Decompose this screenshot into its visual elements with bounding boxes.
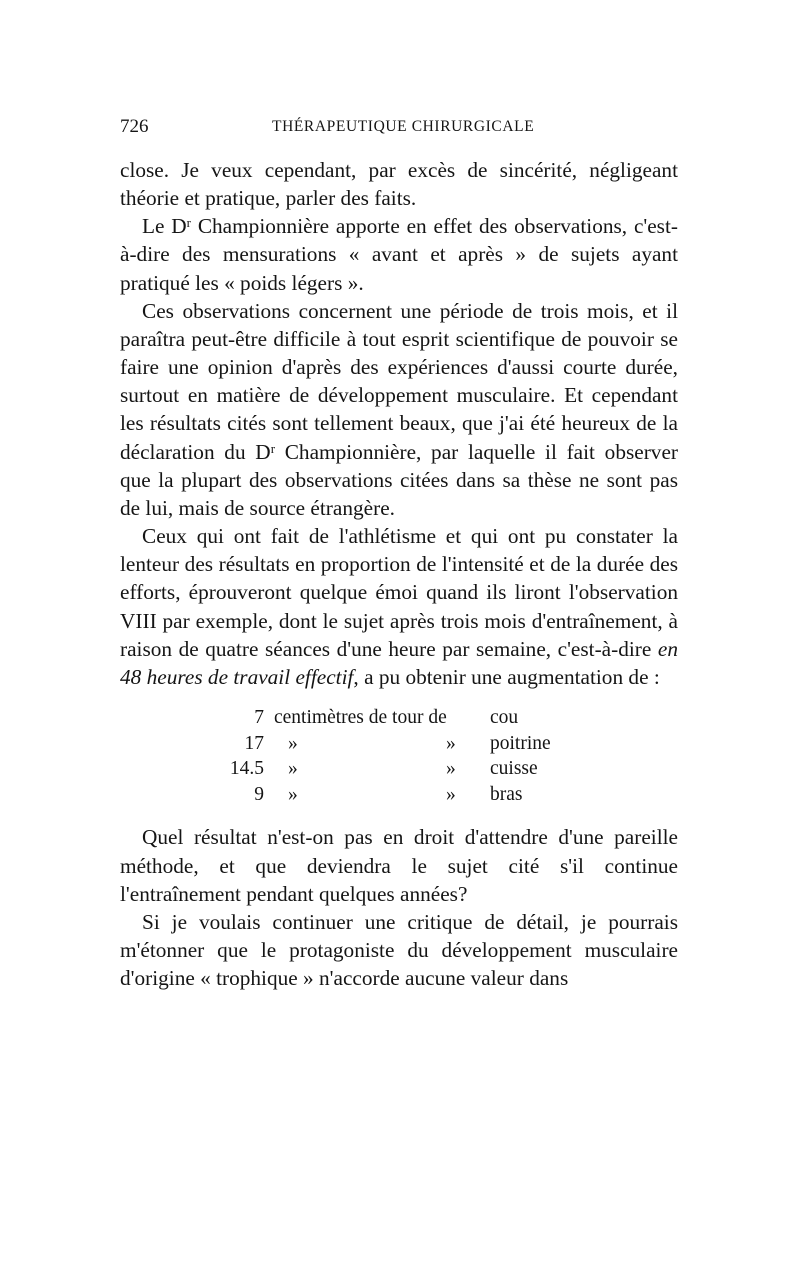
ditto-mark: » [288, 783, 298, 805]
ditto-mark: » [288, 758, 298, 780]
measurement-body-part: bras [490, 783, 523, 805]
measurement-body-part: poitrine [490, 732, 551, 754]
measurement-body-part: cuisse [490, 758, 538, 780]
measurement-unit: centimètres de tour de [274, 706, 447, 728]
measurement-row [120, 782, 678, 808]
book-page [120, 112, 678, 992]
ditto-mark: » [446, 732, 456, 754]
doctor-abbrev-superscript: r [270, 440, 276, 456]
paragraph-4-text-b: , a pu obtenir une augmentation de : [353, 664, 660, 689]
running-title: THÉRAPEUTIQUE CHIRURGICALE [272, 118, 535, 135]
measurement-value: 7 [254, 706, 264, 728]
paragraph-4 [120, 522, 678, 691]
paragraph-5 [120, 823, 678, 907]
paragraph-1 [120, 156, 678, 212]
paragraph-2-text-a: Le D [142, 214, 187, 239]
ditto-mark: » [446, 758, 456, 780]
paragraph-2 [120, 212, 678, 296]
measurement-value: 17 [244, 732, 264, 754]
measurement-value: 9 [254, 783, 264, 805]
ditto-mark: » [288, 732, 298, 754]
paragraph-5-text: Quel résultat n'est-on pas en droit d'attendre d'une pareille méthode, et que deviendra le sujet cité s'il continue l'entraînement pendant quelques années? [120, 825, 678, 906]
paragraph-4-italic: en 48 heures de travail effectif [120, 636, 678, 689]
paragraph-3-text-a: Ces observations concernent une période de trois mois, et il paraîtra peut-être difficile à tout esprit scientifique de pouvoir se faire une opinion d'après des expériences d'aussi courte durée, surtout en matière de développement musculaire. Et cependant les résultats cités sont tellement beaux, que j'ai été heureux de la déclaration du D [120, 298, 678, 464]
measurement-row [120, 731, 678, 757]
paragraph-4-text-a: Ceux qui ont fait de l'athlétisme et qui ont pu constater la lenteur des résultats en proportion de l'intensité et de la durée des efforts, éprouveront quelque émoi quand ils liront l'observation VIII par exemple, dont le sujet après trois mois d'entraînement, à raison de quatre séances d'une heure par semaine, c'est-à-dire [120, 524, 678, 661]
body-text [120, 156, 678, 992]
measurement-body-part: cou [490, 706, 519, 728]
paragraph-6-text: Si je voulais continuer une critique de détail, je pourrais m'étonner que le protagoniste du développement musculaire d'origine « trophique » n'accorde aucune valeur dans [120, 909, 678, 991]
ditto-mark: » [446, 783, 456, 805]
page-number: 726 [120, 116, 149, 137]
paragraph-6 [120, 908, 678, 992]
measurement-value: 14.5 [229, 758, 264, 780]
paragraph-2-text-b: Championnière apporte en effet des observations, c'est-à-dire des mensurations « avant et après » de sujets ayant pratiqué les « poids légers ». [120, 214, 678, 295]
doctor-abbrev-superscript: r [186, 215, 191, 231]
measurement-row [120, 705, 678, 731]
running-head [120, 112, 678, 142]
measurement-table [120, 705, 678, 807]
paragraph-1-text: close. Je veux cependant, par excès de sincérité, négligeant théorie et pratique, parler des faits. [120, 158, 678, 211]
paragraph-3-text-b: Championnière, par laquelle il fait observer que la plupart des observations citées dans sa thèse ne sont pas de lui, mais de source étrangère. [120, 439, 678, 520]
paragraph-3 [120, 297, 678, 522]
measurement-row [120, 756, 678, 782]
